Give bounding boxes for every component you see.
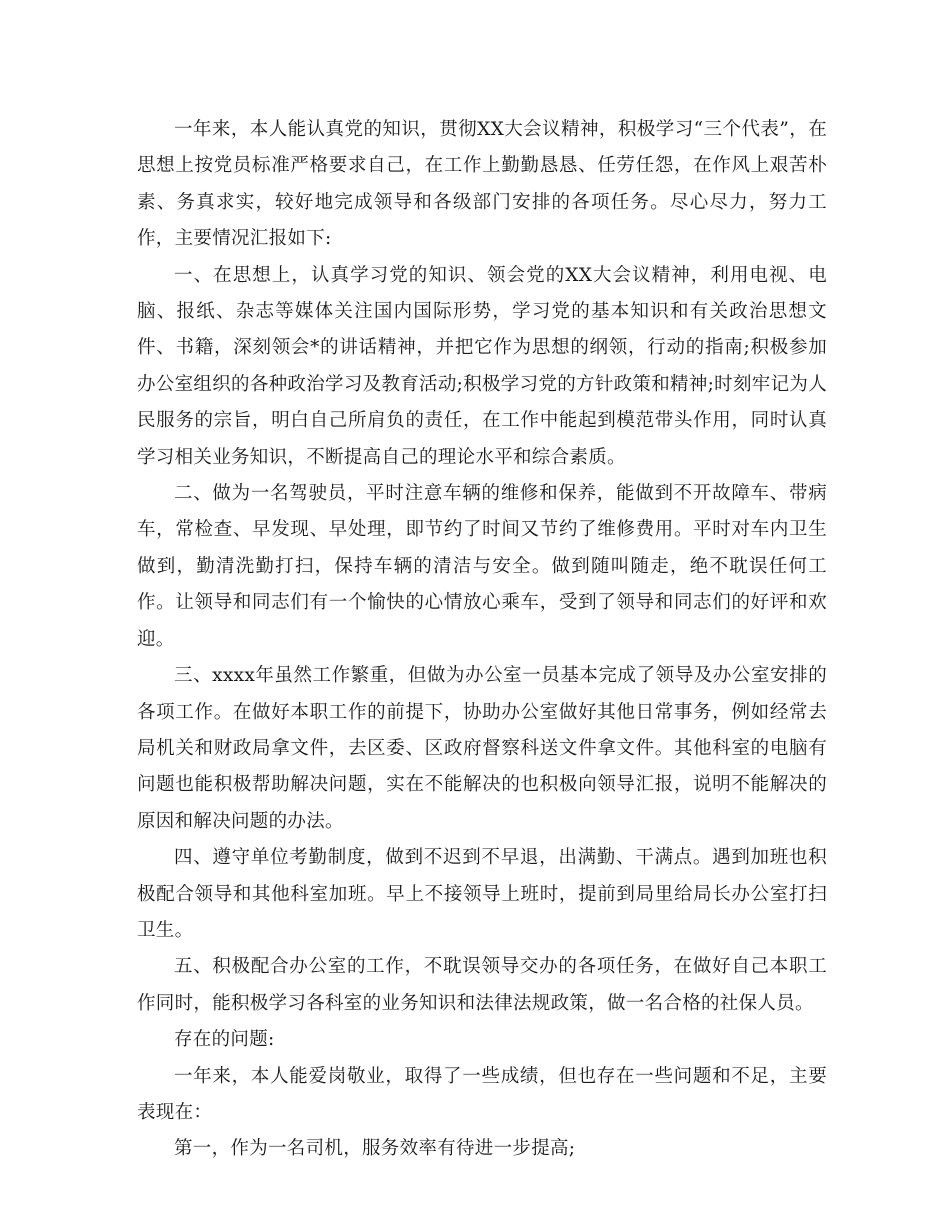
section-five-paragraph: 五、积极配合办公室的工作，不耽误领导交办的各项任务，在做好自己本职工作同时，能积极学习各科室的业务知识和法律法规政策，做一名合格的社保人员。: [137, 956, 827, 1014]
section-four-paragraph: 四、遵守单位考勤制度，做到不迟到不早退，出满勤、干满点。遇到加班也积极配合领导和其他科室加班。早上不接领导上班时，提前到局里给局长办公室打扫卫生。: [137, 847, 827, 941]
problem-one-paragraph: 第一，作为一名司机，服务效率有待进一步提高;: [174, 1138, 576, 1160]
problems-intro-paragraph: 一年来，本人能爱岗敬业，取得了一些成绩，但也存在一些问题和不足，主要表现在：: [137, 1065, 827, 1123]
section-one-paragraph: 一、在思想上，认真学习党的知识、领会党的XX大会议精神，利用电视、电脑、报纸、杂志等媒体关注国内国际形势，学习党的基本知识和有关政治思想文件、书籍，深刻领会*的讲话精神，并把它作为思想的纲领，行动的指南;积极参加办公室组织的各种政治学习及教育活动;积极学习党的方针政策和精神;时刻牢记为人民服务的宗旨，明白自己所肩负的责任，在工作中能起到模范带头作用，同时认真学习相关业务知识，不断提高自己的理论水平和综合素质。: [137, 264, 827, 468]
document-body: [137, 112, 827, 1168]
section-two-paragraph: 二、做为一名驾驶员，平时注意车辆的维修和保养，能做到不开故障车、带病车，常检查、早发现、早处理，即节约了时间又节约了维修费用。平时对车内卫生做到，勤清洗勤打扫，保持车辆的清洁与安全。做到随叫随走，绝不耽误任何工作。让领导和同志们有一个愉快的心情放心乘车，受到了领导和同志们的好评和欢迎。: [137, 483, 827, 650]
section-three-paragraph: 三、xxxx年虽然工作繁重，但做为办公室一员基本完成了领导及办公室安排的各项工作。在做好本职工作的前提下，协助办公室做好其他日常事务，例如经常去局机关和财政局拿文件，去区委、区政府督察科送文件拿文件。其他科室的电脑有问题也能积极帮助解决问题，实在不能解决的也积极向领导汇报，说明不能解决的原因和解决问题的办法。: [137, 665, 827, 832]
problems-heading: 存在的问题:: [174, 1029, 275, 1051]
intro-paragraph: 一年来，本人能认真党的知识，贯彻XX大会议精神，积极学习“三个代表”，在思想上按党员标准严格要求自己，在工作上勤勤恳恳、任劳任怨，在作风上艰苦朴素、务真求实，较好地完成领导和各级部门安排的各项任务。尽心尽力，努力工作，主要情况汇报如下:: [137, 119, 827, 250]
